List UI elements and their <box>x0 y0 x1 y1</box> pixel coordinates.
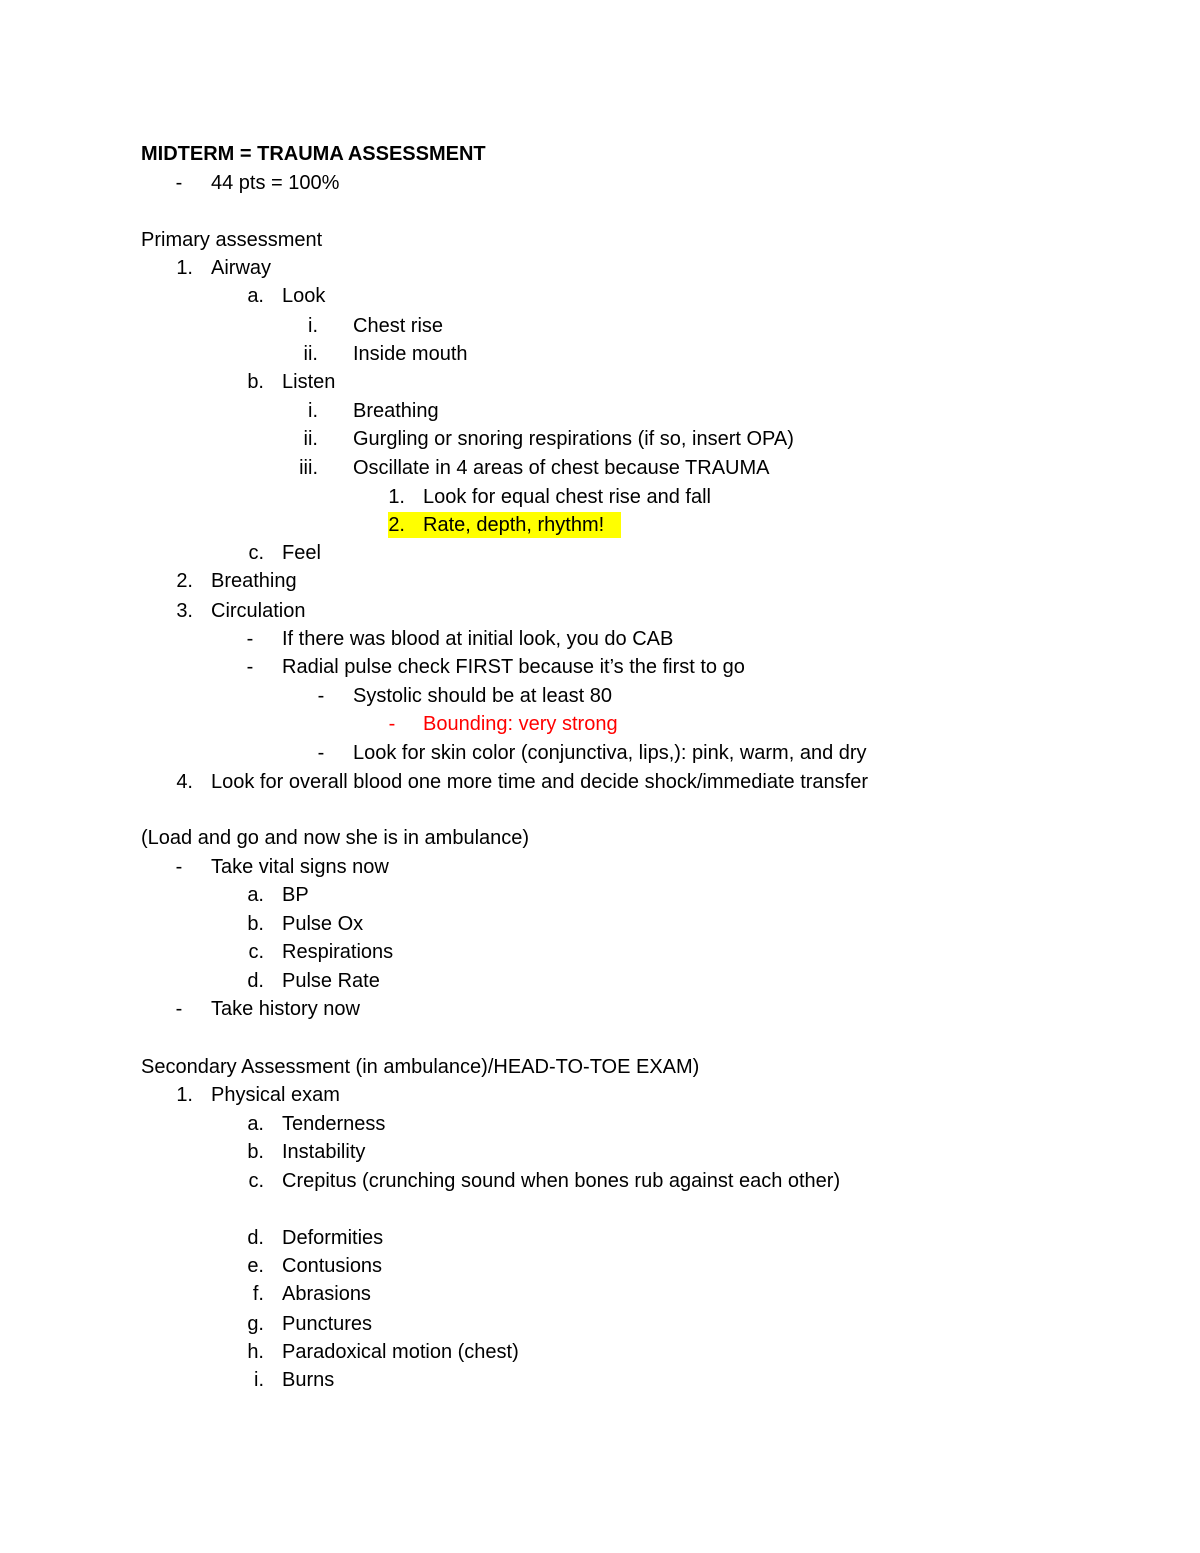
list-marker: c. <box>248 941 264 963</box>
primary-assessment-heading: Primary assessment <box>141 229 323 251</box>
list-marker: i. <box>254 1369 264 1391</box>
list-marker: 1. <box>176 257 193 279</box>
list-marker: 2. <box>388 514 405 536</box>
bullet-marker: - <box>175 998 183 1020</box>
bullet-marker: - <box>246 656 254 678</box>
list-marker: g. <box>247 1313 264 1335</box>
list-marker: d. <box>247 970 264 992</box>
list-marker: 4. <box>176 771 193 793</box>
gurgling-text: Gurgling or snoring respirations (if so, insert OPA) <box>353 428 794 450</box>
circulation-text: Circulation <box>211 600 306 622</box>
pulse-ox-text: Pulse Ox <box>282 913 364 935</box>
instability-text: Instability <box>282 1141 366 1163</box>
blood-cab-text: If there was blood at initial look, you do CAB <box>282 628 674 650</box>
bullet-marker: - <box>246 628 254 650</box>
list-marker: b. <box>247 913 264 935</box>
skin-color-text: Look for skin color (conjunctiva, lips,): pink, warm, and dry <box>353 742 867 764</box>
oscillate-text: Oscillate in 4 areas of chest because TRAUMA <box>353 457 770 479</box>
tenderness-text: Tenderness <box>282 1113 386 1135</box>
list-marker: i. <box>308 315 318 337</box>
load-and-go-heading: (Load and go and now she is in ambulance) <box>141 827 530 849</box>
look-text: Look <box>282 285 326 307</box>
list-marker: b. <box>247 1141 264 1163</box>
list-marker: ii. <box>303 428 318 450</box>
list-marker: c. <box>248 542 264 564</box>
list-marker: iii. <box>299 457 318 479</box>
paradoxical-motion-text: Paradoxical motion (chest) <box>282 1341 519 1363</box>
radial-pulse-text: Radial pulse check FIRST because it’s the first to go <box>282 656 745 678</box>
burns-text: Burns <box>282 1369 335 1391</box>
bounding-text: Bounding: very strong <box>423 713 618 735</box>
list-marker: 1. <box>176 1084 193 1106</box>
rate-depth-rhythm-text: Rate, depth, rhythm! <box>423 514 605 536</box>
pulse-rate-text: Pulse Rate <box>282 970 380 992</box>
crepitus-text: Crepitus (crunching sound when bones rub against each other) <box>282 1170 841 1192</box>
inside-mouth-text: Inside mouth <box>353 343 468 365</box>
bullet-marker: - <box>317 685 325 707</box>
points-text: 44 pts = 100% <box>211 172 340 194</box>
document-title: MIDTERM = TRAUMA ASSESSMENT <box>141 143 486 165</box>
equal-chest-text: Look for equal chest rise and fall <box>423 486 711 508</box>
list-marker: a. <box>247 285 264 307</box>
list-marker: e. <box>247 1255 264 1277</box>
physical-exam-text: Physical exam <box>211 1084 340 1106</box>
overall-blood-text: Look for overall blood one more time and decide shock/immediate transfer <box>211 771 869 793</box>
secondary-assessment-heading: Secondary Assessment (in ambulance)/HEAD-TO-TOE EXAM) <box>141 1056 700 1078</box>
listen-text: Listen <box>282 371 336 393</box>
list-marker: 3. <box>176 600 193 622</box>
deformities-text: Deformities <box>282 1227 384 1249</box>
history-text: Take history now <box>211 998 360 1020</box>
bp-text: BP <box>282 884 309 906</box>
contusions-text: Contusions <box>282 1255 383 1277</box>
bullet-marker: - <box>317 742 325 764</box>
bullet-marker: - <box>175 172 183 194</box>
abrasions-text: Abrasions <box>282 1283 371 1305</box>
punctures-text: Punctures <box>282 1313 373 1335</box>
list-marker: 2. <box>176 570 193 592</box>
bullet-marker: - <box>175 856 183 878</box>
chest-rise-text: Chest rise <box>353 315 444 337</box>
list-marker: d. <box>247 1227 264 1249</box>
list-marker: h. <box>247 1341 264 1363</box>
breathing-text: Breathing <box>211 570 297 592</box>
list-marker: 1. <box>388 486 405 508</box>
list-marker: a. <box>247 884 264 906</box>
list-marker: a. <box>247 1113 264 1135</box>
list-marker: i. <box>308 400 318 422</box>
breathing-sub-text: Breathing <box>353 400 439 422</box>
systolic-text: Systolic should be at least 80 <box>353 685 613 707</box>
feel-text: Feel <box>282 542 321 564</box>
bullet-marker: - <box>388 713 396 735</box>
airway-text: Airway <box>211 257 272 279</box>
respirations-text: Respirations <box>282 941 394 963</box>
list-marker: c. <box>248 1170 264 1192</box>
vital-signs-text: Take vital signs now <box>211 856 389 878</box>
list-marker: f. <box>252 1283 264 1305</box>
list-marker: b. <box>247 371 264 393</box>
list-marker: ii. <box>303 343 318 365</box>
